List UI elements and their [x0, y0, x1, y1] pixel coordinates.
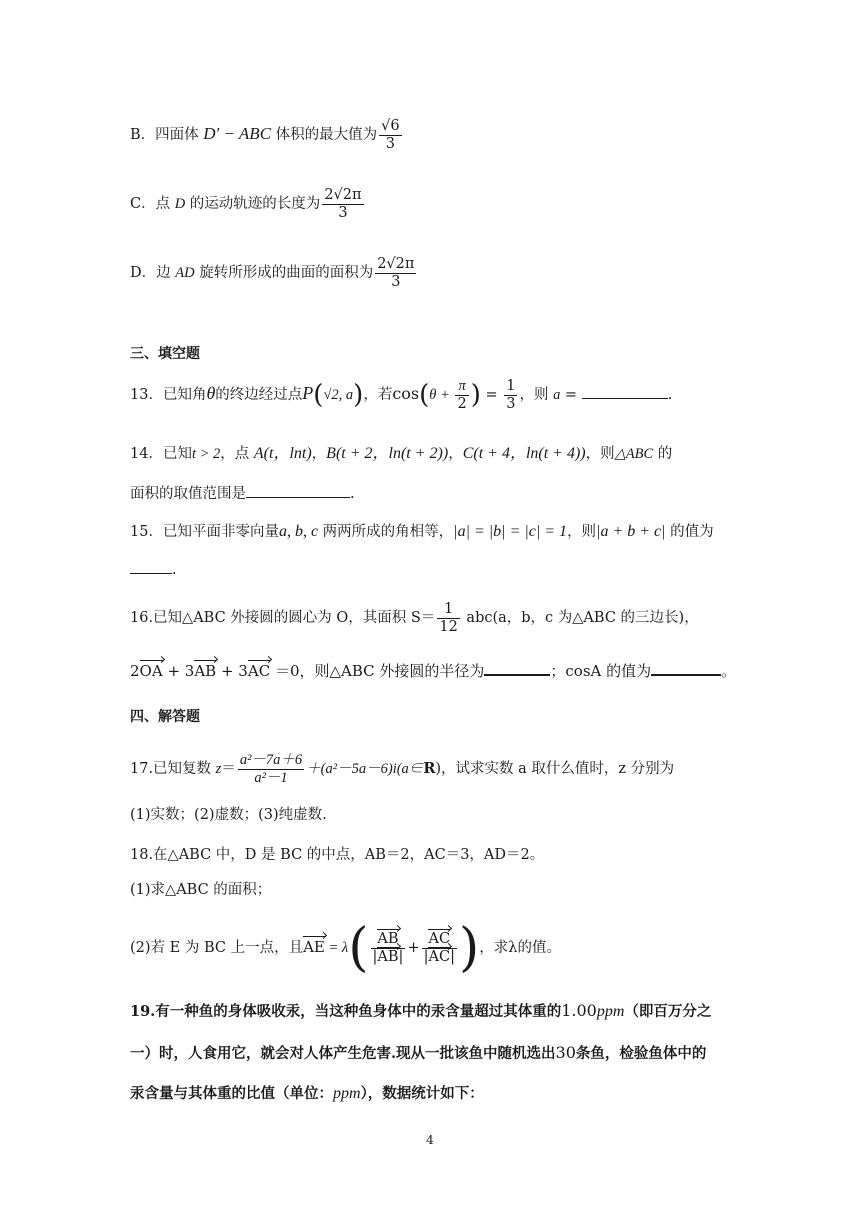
- question-15: [130, 520, 714, 541]
- question-19: [130, 1000, 711, 1021]
- page-number: 4: [426, 1133, 434, 1147]
- q13-theta: θ: [206, 383, 216, 404]
- q18-text: (2)若 E 为 BC 上一点，且: [130, 940, 304, 956]
- option-c-fraction: $\frac{2√2\pi}{3}$: [324, 187, 362, 221]
- q16-vector-ab: AB: [194, 662, 217, 680]
- q14-point-b: B(t + 2，ln(t + 2)): [326, 445, 449, 462]
- question-16-line-2: [130, 660, 736, 681]
- q15-text-4: 的值为: [665, 524, 714, 540]
- q13-arg: θ +: [429, 387, 454, 404]
- q14-sep-2: ，: [448, 446, 463, 462]
- q13-answer-blank[interactable]: [582, 398, 668, 399]
- q19-line2-text: 一）时，人食用它，就会对人体产生危害.现从一批该鱼中随机选出: [130, 1045, 556, 1062]
- q19-line2-text-2: 条鱼，检验鱼体中的: [575, 1045, 707, 1062]
- q13-text-4: ，则: [519, 387, 554, 404]
- q18-text-2: ，求λ的值。: [479, 940, 561, 956]
- option-d-text: 旋转所形成的曲面的面积为: [194, 265, 374, 282]
- question-19-line-2: [130, 1042, 706, 1063]
- q18-lambda: = λ: [324, 940, 349, 956]
- q13-period: .: [667, 387, 673, 404]
- q19-count: 30: [555, 1043, 576, 1062]
- q16-text-3: ＝0，则△ABC 外接圆的半径为: [270, 662, 485, 680]
- option-b-prefix: B．四面体: [130, 127, 204, 144]
- option-d-fraction: $\frac{2√2\pi}{3}$: [377, 256, 415, 290]
- q18-paren-open: (: [348, 918, 369, 978]
- q13-bracket-close: ): [470, 380, 481, 411]
- q13-text-3: ，若: [363, 387, 393, 404]
- q14-triangle: △ABC: [614, 446, 654, 462]
- q19-text-2: （即百万分之: [624, 1003, 712, 1020]
- q15-sum-norm: |a + b + c|: [596, 523, 666, 540]
- section-answer-title: 四、解答题: [130, 709, 200, 725]
- q16-plus-1: + 3: [162, 662, 195, 680]
- q13-paren-open: (: [313, 380, 324, 411]
- q14-sep-1: ，: [311, 446, 327, 462]
- question-17: [130, 752, 674, 786]
- q17-text-3: )，试求实数 a 取什么值时，z 分别为: [435, 761, 675, 778]
- q13-paren-close: ): [353, 380, 364, 411]
- q16-radius-blank[interactable]: [484, 674, 550, 676]
- q13-equals-2: =: [560, 387, 582, 404]
- q14-condition: t > 2: [191, 446, 221, 462]
- q13-bracket-open: (: [419, 380, 430, 411]
- q16-plus-2: + 3: [216, 662, 248, 680]
- q14-point-a: A(t，lnt): [253, 445, 312, 462]
- q17-text: 17.已知复数: [130, 761, 216, 778]
- q16-vector-ac: AC: [247, 662, 271, 680]
- q13-result-fraction: $\frac{1}{3}$: [506, 378, 516, 412]
- q18-vector-ae: AE: [303, 938, 325, 956]
- q15-answer-blank[interactable]: [130, 573, 172, 574]
- q19-unit-2: ppm: [333, 1085, 361, 1102]
- q16-text-2: abc(a，b，c 为△ABC 的三边长)，: [461, 610, 699, 627]
- q14-text-4: 的: [653, 446, 673, 462]
- question-18-part-1: (1)求△ABC 的面积；: [130, 882, 272, 898]
- q14-line2-text: 面积的取值范围是: [130, 486, 246, 502]
- q17-fraction: $\frac{\text{a²－7a＋6}}{\text{a²－1}}$: [239, 752, 303, 786]
- q17-set-r: R: [423, 760, 436, 778]
- q14-answer-blank[interactable]: [246, 497, 350, 498]
- option-b-expr: D′ − ABC: [203, 124, 272, 144]
- q16-coef: 2: [130, 662, 140, 680]
- q14-text-2: ，点: [220, 446, 254, 462]
- q15-text: 15．已知平面非零向量: [130, 524, 279, 540]
- q16-end: 。: [721, 662, 737, 680]
- section-fill-in-title: 三、填空题: [130, 346, 200, 362]
- q17-var-z: z: [215, 761, 222, 778]
- option-d-var: AD: [175, 265, 195, 282]
- q14-point-c: C(t + 4，ln(t + 4)): [462, 445, 586, 462]
- option-c: [130, 187, 366, 221]
- option-c-text: 的运动轨迹的长度为: [185, 196, 321, 213]
- q19-unit: ppm: [596, 1003, 625, 1020]
- q16-text-4: ；cosA 的值为: [550, 662, 652, 680]
- q13-cos: cos: [392, 384, 420, 404]
- question-17-line-2: (1)实数；(2)虚数；(3)纯虚数.: [130, 807, 327, 823]
- q19-line3-text-2: ），数据统计如下：: [360, 1085, 484, 1102]
- q17-equals: ＝: [221, 761, 236, 778]
- option-b-fraction: $\frac{√6}{3}$: [381, 118, 400, 152]
- option-d: [130, 256, 418, 290]
- q14-text: 14．已知: [130, 446, 192, 462]
- q16-fraction: $\frac{1}{12}$: [439, 601, 458, 635]
- question-16: [130, 601, 699, 635]
- q18-plus: +: [407, 940, 420, 956]
- q13-equals: =: [480, 387, 503, 404]
- question-15-line-2: [130, 562, 177, 578]
- q16-text: 16.已知△ABC 外接圆的圆心为 O，其面积 S＝: [130, 610, 436, 627]
- question-18-part-2: [130, 918, 561, 978]
- q13-text-2: 的终边经过点: [215, 387, 303, 404]
- q17-text-2: ＋(a²－5a－6)i(a∈: [306, 761, 424, 778]
- q13-coords: √2, a: [323, 387, 354, 404]
- q19-line3-text: 汞含量与其体重的比值（单位：: [130, 1085, 333, 1102]
- question-18: 18.在△ABC 中，D 是 BC 的中点，AB＝2，AC＝3，AD＝2。: [130, 847, 545, 863]
- q16-vector-oa: OA: [139, 662, 163, 680]
- q18-fraction-ac: $\frac{AC}{|AC|}$: [423, 930, 455, 965]
- question-19-line-3: [130, 1082, 484, 1103]
- q18-fraction-ab: $\frac{AB}{|AB|}$: [372, 930, 404, 965]
- option-b: [130, 118, 404, 152]
- q15-equation: |a| = |b| = |c| = 1: [453, 523, 568, 540]
- q15-text-2: 两两所成的角相等，: [318, 524, 454, 540]
- option-d-prefix: D．边: [130, 265, 176, 282]
- question-13: [130, 378, 672, 412]
- question-14-line-2: [130, 482, 355, 503]
- q15-text-3: ，则: [567, 524, 597, 540]
- q13-text: 13．已知角: [130, 387, 207, 404]
- q15-period: .: [172, 562, 177, 578]
- q15-vectors: a, b, c: [278, 523, 319, 540]
- option-c-prefix: C．点: [130, 196, 175, 213]
- q13-var-a: a: [553, 387, 561, 404]
- q14-period: .: [350, 486, 355, 502]
- question-14: [130, 440, 672, 463]
- q19-text: 19.有一种鱼的身体吸收汞，当这种鱼身体中的汞含量超过其体重的: [130, 1003, 562, 1020]
- q13-point: P: [302, 383, 314, 404]
- q13-pi-fraction: $\frac{\pi}{2}$: [457, 378, 467, 412]
- q14-text-3: ，则: [585, 446, 615, 462]
- q19-value: 1.00: [561, 1001, 597, 1020]
- option-b-text: 体积的最大值为: [271, 127, 378, 144]
- q18-paren-close: ): [458, 918, 480, 978]
- option-c-var: D: [174, 196, 186, 213]
- q16-cosa-blank[interactable]: [651, 674, 721, 676]
